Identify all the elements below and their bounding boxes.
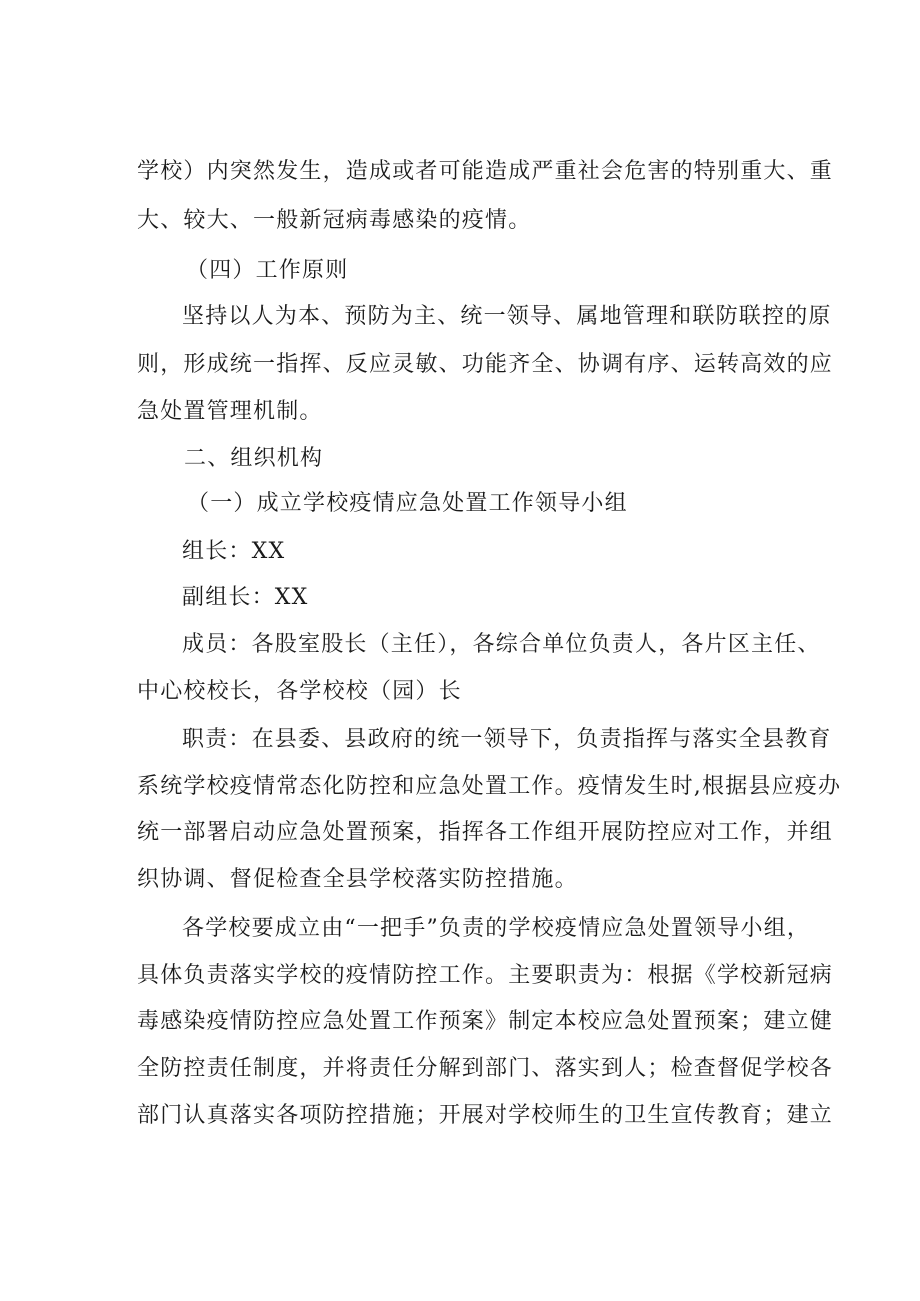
text-line: 则，形成统一指挥、反应灵敏、功能齐全、协调有序、运转高效的应 xyxy=(137,352,834,377)
text-line: 毒感染疫情防控应急处置工作预案》制定本校应急处置预案；建立健 xyxy=(137,1009,834,1034)
text-line: 统一部署启动应急处置预案，指挥各工作组开展防控应对工作，并组 xyxy=(137,820,834,845)
section-heading: 二、组织机构 xyxy=(184,446,324,471)
text-line: 急处置管理机制。 xyxy=(137,399,323,424)
text-line: 组长：XX xyxy=(182,539,286,564)
text-line: 中心校校长，各学校校（园）长 xyxy=(137,679,462,704)
text-line: 全防控责任制度，并将责任分解到部门、落实到人；检查督促学校各 xyxy=(137,1056,834,1081)
text-line: 系统学校疫情常态化防控和应急处置工作。疫情发生时,根据县应疫办 xyxy=(137,774,842,799)
text-line: 职责：在县委、县政府的统一领导下，负责指挥与落实全县教育 xyxy=(182,727,832,752)
text-line: 学校）内突然发生，造成或者可能造成严重社会危害的特别重大、重 xyxy=(137,159,834,184)
text-line: 副组长：XX xyxy=(182,585,309,610)
text-line: 具体负责落实学校的疫情防控工作。主要职责为：根据《学校新冠病 xyxy=(137,963,834,988)
text-line: 大、较大、一般新冠病毒感染的疫情。 xyxy=(137,208,532,233)
text-line: 织协调、督促检查全县学校落实防控措施。 xyxy=(137,867,578,892)
section-heading: （四）工作原则 xyxy=(186,258,349,283)
text-line: 坚持以人为本、预防为主、统一领导、属地管理和联防联控的原 xyxy=(182,304,832,329)
text-line: 各学校要成立由“一把手”负责的学校疫情应急处置领导小组， xyxy=(182,916,811,941)
text-line: 成员：各股室股长（主任），各综合单位负责人，各片区主任、 xyxy=(182,632,821,657)
text-line: 部门认真落实各项防控措施；开展对学校师生的卫生宣传教育；建立 xyxy=(137,1103,834,1128)
subsection-heading: （一）成立学校疫情应急处置工作领导小组 xyxy=(187,491,628,516)
